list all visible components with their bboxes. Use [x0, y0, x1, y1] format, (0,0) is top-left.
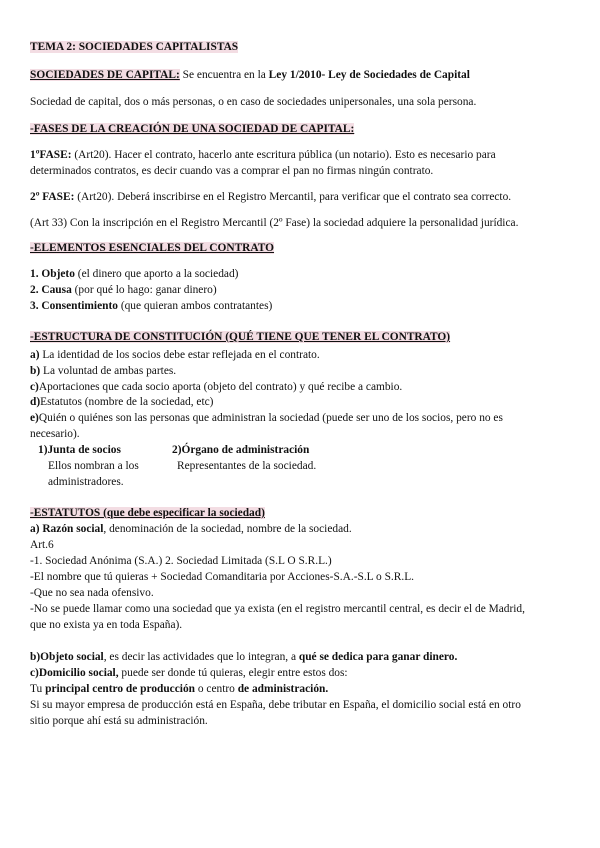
- junta-socios-label: 1)Junta de socios: [38, 444, 121, 456]
- page-title: TEMA 2: SOCIEDADES CAPITALISTAS: [30, 41, 239, 53]
- junta-socios-desc1: Ellos nombran a los: [48, 460, 139, 472]
- art6-line: Art.6: [30, 539, 54, 551]
- domicilio-explain-line1: Si su mayor empresa de producción está en España, debe tributar en España, el domicilio social está en otro: [30, 699, 521, 711]
- fase2-line: 2º FASE: (Art20). Deberá inscribirse en el Registro Mercantil, para verificar que el contrato sea correcto.: [30, 191, 512, 203]
- elementos-heading: -ELEMENTOS ESENCIALES DEL CONTRATO: [30, 242, 275, 254]
- estatutos-l3: -Que no sea nada ofensivo.: [30, 587, 154, 599]
- fases-heading: -FASES DE LA CREACIÓN DE UNA SOCIEDAD DE CAPITAL:: [30, 123, 355, 135]
- objeto-social-line: b)Objeto social, es decir las actividades que lo integran, a qué se dedica para ganar dinero.: [30, 651, 458, 663]
- organo-admin-label: 2)Órgano de administración: [172, 444, 310, 456]
- fase1-line1: 1ºFASE: (Art20). Hacer el contrato, hacerlo ante escritura pública (un notario). Esto es necesario para: [30, 149, 496, 161]
- estructura-e-line1: e)Quién o quiénes son las personas que administran la sociedad (puede ser uno de los socios, pero no es: [30, 412, 503, 424]
- domicilio-explain-line2: sitio porque ahí está su administración.: [30, 715, 208, 727]
- elemento-item: 2. Causa (por qué lo hago: ganar dinero): [30, 284, 217, 296]
- estructura-d: d)Estatutos (nombre de la sociedad, etc): [30, 396, 214, 408]
- estructura-heading: -ESTRUCTURA DE CONSTITUCIÓN (QUÉ TIENE QUE TENER EL CONTRATO): [30, 331, 451, 343]
- estructura-e-line2: necesario).: [30, 428, 80, 440]
- estatutos-l2: -El nombre que tú quieras + Sociedad Comanditaria por Acciones-S.A.-S.L o S.R.L.: [30, 571, 415, 583]
- estatutos-l4b: que no exista ya en toda España).: [30, 619, 183, 631]
- definition-line: Sociedad de capital, dos o más personas, o en caso de sociedades unipersonales, una sola persona.: [30, 96, 477, 108]
- estructura-b: b) La voluntad de ambas partes.: [30, 365, 177, 377]
- estructura-a: a) La identidad de los socios debe estar reflejada en el contrato.: [30, 349, 320, 361]
- estatutos-l1: -1. Sociedad Anónima (S.A.) 2. Sociedad Limitada (S.L O S.R.L.): [30, 555, 332, 567]
- domicilio-social-line: c)Domicilio social, puede ser donde tú quieras, elegir entre estos dos:: [30, 667, 348, 679]
- razon-social-line: a) Razón social, denominación de la sociedad, nombre de la sociedad.: [30, 523, 352, 535]
- elemento-item: 3. Consentimiento (que quieran ambos contratantes): [30, 300, 273, 312]
- domicilio-options-line: Tu principal centro de producción o centro de administración.: [30, 683, 329, 695]
- sociedades-capital-line: SOCIEDADES DE CAPITAL: Se encuentra en la Ley 1/2010- Ley de Sociedades de Capital: [30, 69, 470, 81]
- estatutos-l4a: -No se puede llamar como una sociedad que ya exista (en el registro mercantil central, es decir el de Madrid,: [30, 603, 525, 615]
- estatutos-heading: -ESTATUTOS (que debe especificar la sociedad): [30, 507, 265, 519]
- fase1-line2: determinados contratos, es decir cuando vas a comprar el pan no firmas ningún contrato.: [30, 165, 434, 177]
- junta-socios-desc2: administradores.: [48, 476, 124, 488]
- estructura-c: c)Aportaciones que cada socio aporta (objeto del contrato) y qué recibe a cambio.: [30, 381, 403, 393]
- art33-line: (Art 33) Con la inscripción en el Registro Mercantil (2º Fase) la sociedad adquiere la personalidad jurídica.: [30, 217, 519, 229]
- elemento-item: 1. Objeto (el dinero que aporto a la sociedad): [30, 268, 239, 280]
- organo-admin-desc: Representantes de la sociedad.: [177, 460, 317, 472]
